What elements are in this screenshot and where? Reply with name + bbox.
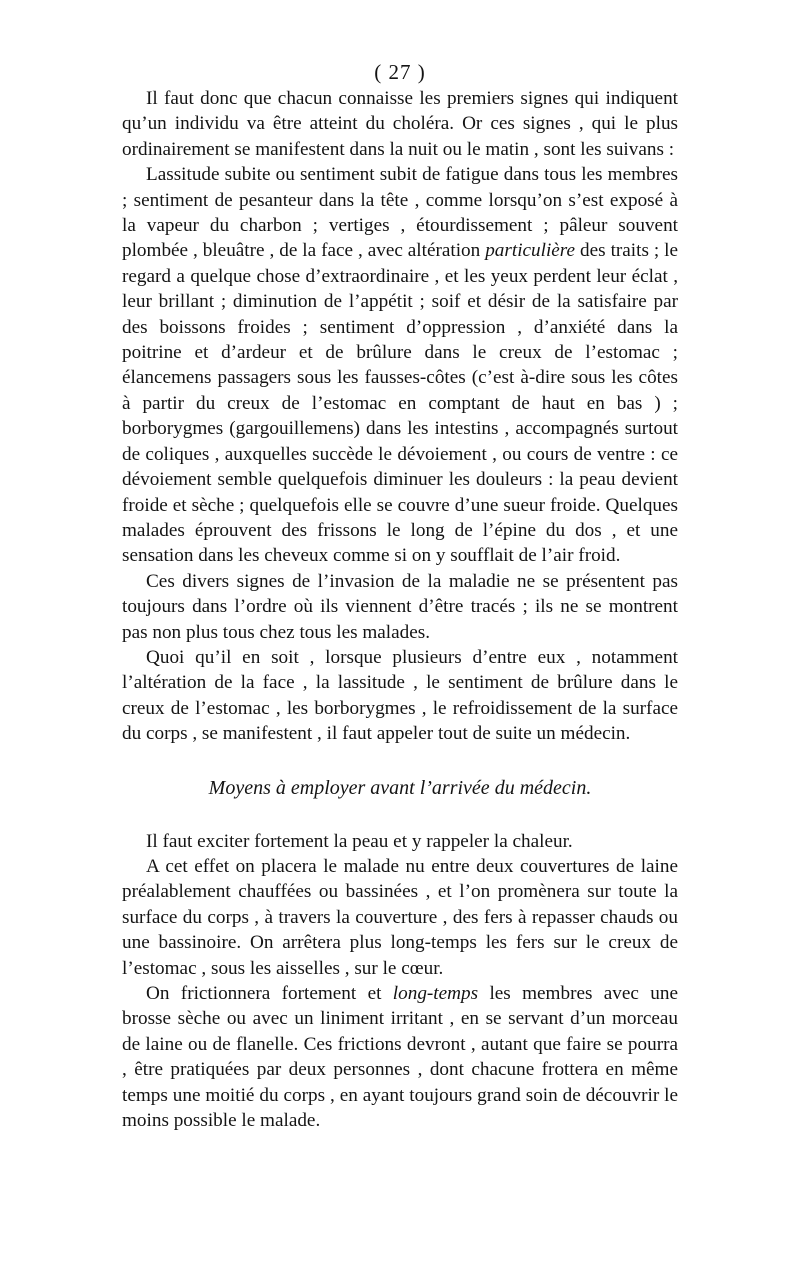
paragraph-frictions bbox=[122, 981, 678, 1133]
symptoms-text-part2: des traits ; le regard a quelque chose d’extraordinaire , et les yeux perdent leur éclat , leur brillant ; diminution de l’appétit ; soif et désir de la satisfaire par des boissons froides ; sentiment d’oppression , d’anxiété dans la poitrine et d’ardeur et de brûlure dans le creux de l’estomac ; élancemens passagers sous les fausses-côtes (c’est à-dire sous les côtes à partir du creux de l’estomac en comptant de haut en bas ) ; borborygmes (gargouillemens) dans les intestins , accompagnés surtout de coliques , auxquelles succède le dévoiement , ou cours de ventre : ce dévoiement semble quelquefois diminuer les douleurs : la peau devient froide et sèche ; quelquefois elle se couvre d’une sueur froide. Quelques malades éprouvent des frissons le long de l’épine du dos , et une sensation dans les cheveux comme si on y soufflait de l’air froid. bbox=[122, 240, 679, 567]
section-heading: Moyens à employer avant l’arrivée du médecin. bbox=[208, 776, 592, 799]
frictions-text-part2: les membres avec une brosse sèche ou avec un liniment irritant , en se servant d’un morceau de laine ou de flanelle. Ces frictions devront , autant que faire se pourra , être pratiquées par deux personnes , dont chacune frottera en même temps une moitié du corps , en ayant toujours grand soin de découvrir le moins possible le malade. bbox=[122, 983, 678, 1132]
paragraph-call-doctor: Quoi qu’il en soit , lorsque plusieurs d’entre eux , notamment l’altération de la face , la lassitude , le sentiment de brûlure dans le creux de l’estomac , les borborygmes , le refroidissement de la surface du corps , se manifestent , il faut appeler tout de suite un médecin. bbox=[122, 646, 678, 745]
book-page bbox=[122, 58, 678, 1133]
paragraph-order: Ces divers signes de l’invasion de la maladie ne se présentent pas toujours dans l’ordre où ils viennent d’être tracés ; ils ne se montrent pas non plus tous chez tous les malades. bbox=[122, 570, 678, 643]
paragraph-symptoms bbox=[122, 162, 678, 569]
emphasis-long-temps: long-temps bbox=[392, 983, 479, 1004]
frictions-text-part1: On frictionnera fortement et bbox=[146, 983, 382, 1004]
emphasis-particuliere: particulière bbox=[485, 240, 576, 262]
symptoms-text-part1: Lassitude subite ou sentiment subit de fatigue dans tous les membres ; sentiment de pesanteur dans la tête , comme lorsqu’on s’est exposé à la vapeur du charbon ; vertiges , étourdissement ; pâleur souvent plombée , bleuâtre , de la face , avec altération bbox=[122, 164, 678, 262]
page-number: ( 27 ) bbox=[374, 60, 426, 84]
paragraph-blankets: A cet effet on placera le malade nu entre deux couvertures de laine préalablement chauffées ou bassinées , et l’on promènera sur toute la surface du corps , à travers la couverture , des fers à repasser chauds ou une bassinoire. On arrêtera plus long-temps les fers sur le creux de l’estomac , sous les aisselles , sur le cœur. bbox=[122, 855, 678, 979]
paragraph-intro: Il faut donc que chacun connaisse les premiers signes qui indiquent qu’un individu va être atteint du choléra. Or ces signes , qui le plus ordinairement se manifestent dans la nuit ou le matin , sont les suivans : bbox=[122, 88, 678, 160]
paragraph-excite-skin: Il faut exciter fortement la peau et y rappeler la chaleur. bbox=[146, 830, 573, 852]
